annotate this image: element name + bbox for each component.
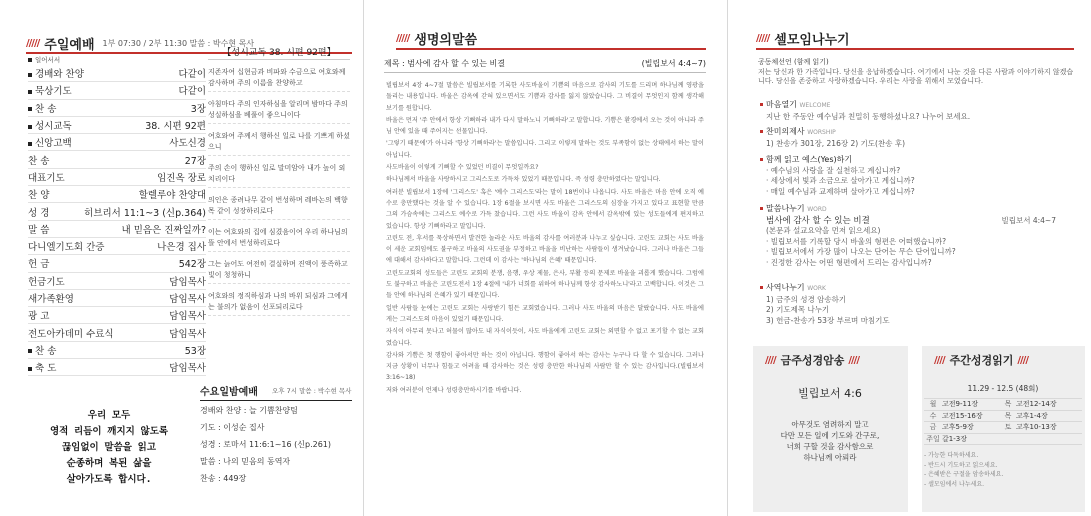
order-label: [28, 101, 56, 115]
order-value: 담임목사: [169, 294, 206, 305]
motto-line: 순종하며 복된 삶을: [66, 458, 152, 469]
cell-step-line: 3) 헌금-찬송가 53장 부르며 마침기도: [766, 315, 890, 325]
order-label: [28, 256, 49, 270]
order-row: [28, 221, 206, 238]
cell-step-line: · 진정한 감사는 어떤 형편에서 드리는 감사입니까?: [766, 257, 932, 267]
sermon-paragraph: 바울은 먼저 '주 안에서 항상 기뻐하라 내가 다시 말하노니 기뻐하라'고 말합니다. 기쁨은 환경에서 오는 것이 아니라 주님 안에 있을 때 주어지는 선물입니다.: [386, 116, 704, 136]
cell-step-line: 2) 기도제목 나누기: [766, 305, 830, 314]
sermon-paragraph: '그렇기 때문에'가 아니라 '항상 기뻐하라'는 말씀입니다. 그리고 이렇게 말하는 것도 부족함이 없는 상태에서 하는 말이 아닙니다.: [386, 140, 704, 159]
memory-title: 금주성경암송: [780, 354, 845, 367]
order-row: [28, 359, 206, 376]
order-label-text: 찬 양: [28, 190, 50, 202]
verse-line: 그는 늙어도 여전히 결실하며 진액이 풍족하고 빛이 청청하니: [208, 256, 350, 284]
bible-reading-table: [924, 383, 1082, 489]
order-value: 다같이: [178, 69, 206, 81]
order-label-text: 다니엘기도회 간증: [28, 242, 105, 254]
order-row: [28, 290, 206, 307]
memory-verse: [755, 385, 905, 463]
order-row: [28, 238, 206, 255]
responsive-reading: [208, 46, 350, 320]
wed-item: 기도 : 이성순 집사: [200, 423, 265, 432]
cell-step-line: · 빌립보서에서 가장 많이 나오는 단어는 무슨 단어입니까?: [766, 247, 956, 256]
order-value: 담임목사: [169, 328, 206, 340]
cell-step-line: [760, 216, 1076, 227]
motto-line: 끊임없이 말씀을 읽고: [61, 442, 157, 453]
memory-verse-header: [765, 352, 864, 368]
wed-item: 찬송 : 449장: [200, 474, 247, 483]
order-value: 38. 시편 92편: [145, 121, 206, 133]
order-label-text: 대표기도: [28, 172, 65, 184]
order-row: [28, 255, 206, 272]
scripture-ref: 빌립보서 4:4~7: [1001, 215, 1056, 225]
order-row: [28, 169, 206, 186]
slash-decoration: /////: [756, 32, 770, 44]
reading-day: 월: [929, 400, 937, 408]
wed-rule: [200, 400, 352, 401]
order-row: [28, 151, 206, 168]
order-value: 다같이: [178, 86, 206, 98]
reading-note: - 반드시 기도하고 읽으세요.: [924, 461, 998, 469]
order-row: [28, 324, 206, 341]
order-label-text: 새가족환영: [28, 294, 74, 305]
order-label-text: 전도아카데미 수료식: [28, 328, 114, 340]
wed-header: [200, 380, 351, 400]
bullet-icon: [760, 103, 763, 106]
verse-line: 이는 여호와의 집에 심겼음이여 우리 하나님의 뜰 안에서 번성하리로다: [208, 224, 350, 252]
order-value: 내 믿음은 진짜일까?: [121, 224, 206, 236]
order-label-text: 찬 송: [35, 345, 57, 357]
order-value: 27장: [184, 155, 206, 167]
slash-decoration: ////: [765, 354, 776, 366]
cell-step-line: · 빌립보서를 기록할 당시 바울의 형편은 어떠했습니까?: [766, 236, 947, 246]
bullet-icon: [28, 90, 32, 94]
bullet-icon: [28, 349, 32, 353]
cell-step-title: [760, 283, 1076, 295]
order-value: 담임목사: [169, 311, 206, 323]
church-motto: [28, 408, 190, 488]
reading-note: - 셀모임에서 나누세요.: [924, 480, 985, 488]
cell-step: [760, 100, 1076, 122]
cell-step: [760, 127, 1076, 149]
verse-line: 지존자여 십현금과 비파와 수금으로 여호와께 감사하며 주의 이름을 찬양하고: [208, 64, 350, 92]
order-label: [28, 83, 72, 97]
slash-decoration: ////: [934, 354, 945, 366]
order-label-text: 경배와 찬양: [35, 69, 84, 81]
cell-step-line: · 세상에서 빛과 소금으로 살아가고 계십니까?: [766, 176, 915, 185]
sermon-paragraph: 고린도교회의 성도들은 고린도 교회의 분쟁, 음행, 우상 제물, 은사, 부활 등의 문제로 바울을 괴롭게 했습니다. 그럼에도 불구하고 바울은 고린도전서 1장 4절에 '내가 너희를 위하여 하나님께 항상 감사하노니'라고 고백합니다. 이것은 그들 안에 하나님의 은혜가 있기 때문입니다.: [386, 269, 704, 300]
reading-chapters: 고후10-13장: [1016, 423, 1057, 432]
order-row: [28, 307, 206, 324]
sermon-title-line: [384, 58, 706, 69]
page-sunday-worship: [0, 0, 362, 516]
cell-step-line: · 매일 예수님과 교제하며 살아가고 계십니까?: [766, 186, 915, 196]
verse-line: 아침마다 주의 인자하심을 알리며 밤마다 주의 성실하심을 베풀이 좋으니이다: [208, 96, 350, 124]
order-value: 3장: [190, 103, 206, 115]
cell-step-en: WORD: [807, 206, 827, 213]
page-divider: [363, 0, 364, 516]
sermon-paragraph: 자식이 아무리 못나고 허물이 많아도 내 자식이듯이, 사도 바울에게 고린도 교회는 외면할 수 없고 포기할 수 없는 교회였습니다.: [386, 328, 704, 347]
sermon-title: 제목 : 범사에 감사 할 수 있는 비결: [384, 59, 505, 68]
community-declaration: [758, 58, 1074, 87]
bullet-icon: [760, 158, 763, 161]
cell-step-en: WELCOME: [799, 102, 831, 109]
slash-decoration: ////: [848, 354, 859, 366]
service-schedule: 1부 07:30 / 2부 11:30 말씀 : 박수현 목사: [102, 38, 255, 48]
reading-title: 주간성경읽기: [949, 354, 1014, 367]
order-row: [28, 342, 206, 359]
sermon-paragraph: 빌립보서 4장 4~7절 말씀은 빌립보서를 기록한 사도바울이 기쁨의 마음으로 감사의 기도를 드리며 하나님께 영광을 돌리는 내용입니다. 바울은 감옥에 갇혀 있으면서도 기쁨과 감사를 잃지 않았습니다. 그 비결이 무엇인지 함께 생각해 보기를 원합니다.: [386, 82, 704, 112]
cell-step-line: 1) 금주의 성경 암송하기: [766, 294, 847, 304]
order-label: [28, 135, 72, 149]
order-label-text: 축 도: [35, 363, 57, 375]
sermon-reference: (빌립보서 4:4~7): [641, 59, 706, 68]
reading-day: 목: [1004, 411, 1012, 420]
order-label: [28, 326, 114, 340]
memory-verse-line: 아무것도 염려하지 말고: [791, 420, 869, 429]
cell-header: [756, 28, 850, 48]
order-label-text: 신앙고백: [35, 138, 72, 150]
bullet-icon: [28, 125, 32, 129]
order-label: [28, 118, 72, 132]
cell-step-label: 말씀나누기: [766, 204, 808, 213]
order-label-text: 성시교독: [35, 121, 72, 133]
order-value: 사도신경: [169, 138, 206, 150]
wed-order: [200, 402, 352, 487]
memory-verse-line: 하나님께 아뢰라: [803, 453, 857, 462]
cell-step-line: 1) 찬송가 301장, 216장 2) 기도(찬송 후): [766, 138, 906, 148]
order-row: [28, 203, 206, 220]
order-row: [28, 65, 206, 82]
cell-step-en: WORK: [807, 285, 826, 292]
reading-note: - 가능한 다독하세요.: [924, 452, 979, 460]
motto-line: 영적 리듬이 깨지지 않도록: [49, 426, 169, 437]
sermon-paragraph: 사도바울이 이렇게 기뻐할 수 있었던 비결이 무엇일까요?: [386, 164, 539, 172]
worship-order: [28, 54, 206, 376]
sermon-paragraph: 일반 사람들 눈에는 고린도 교회는 사랑받기 힘든 교회였습니다. 그러나 사도 바울의 마음은 달랐습니다. 사도 바울에게는 그리스도의 마음이 있었기 때문입니다.: [386, 304, 704, 323]
reading-chapters: 갈1-3장: [942, 434, 967, 443]
order-label: [28, 222, 49, 236]
reading-chapters: 고후5-9장: [942, 423, 974, 432]
cell-step-en: WORSHIP: [807, 129, 836, 136]
order-label-text: 묵상기도: [35, 86, 72, 98]
bullet-icon: [28, 73, 32, 77]
cell-step-title: [760, 204, 1076, 216]
verse-line: 의인은 종려나무 같이 번성하며 레바논의 백향목 같이 성장하리로다: [208, 192, 350, 220]
order-label: [28, 360, 56, 374]
reading-row: [924, 422, 1082, 434]
memory-verse-text: [755, 419, 905, 463]
memory-verse-line: 다만 모든 일에 기도와 간구로,: [780, 431, 880, 440]
header-rule: [756, 48, 1074, 50]
declaration-text: 저는 당신과 한 가족입니다. 당신을 응납하겠습니다. 여기에서 나눈 것을 다른 사람과 이야기하지 않겠습니다. 당신을 존중하고 사랑하겠습니다. 우리는 사랑을 위해서 모였습니다.: [758, 67, 1074, 85]
reading-notes: [924, 451, 1082, 489]
slash-decoration: /////: [26, 37, 40, 49]
order-row: [28, 273, 206, 290]
order-value: 담임목사: [169, 276, 206, 288]
bullet-icon: [28, 142, 32, 146]
reading-date: 11.29 - 12.5 (48회): [967, 384, 1039, 393]
verse-line: 여호와의 정직하심과 나의 바위 되심과 그에게는 불의가 없음이 선포되리로다: [208, 288, 350, 316]
reading-chapters: 고전9-11장: [942, 400, 979, 408]
reading-row: [924, 411, 1082, 423]
reading-day: [1000, 434, 1016, 445]
cell-step: [760, 204, 1076, 268]
slash-decoration: ////: [1017, 354, 1028, 366]
order-row: [28, 117, 206, 134]
order-value: 담임목사: [169, 363, 206, 375]
page-sermon: [366, 0, 726, 516]
reading-day: 목: [1004, 400, 1012, 408]
memory-verse-line: 너희 구할 것을 감사함으로: [786, 442, 874, 451]
cell-step-line: 지난 한 주동안 예수님과 친밀히 동행하셨나요? 나누어 보세요.: [766, 111, 971, 121]
reading-title: 【성시교독 38. 시편 92편】: [208, 46, 350, 60]
bullet-icon: [760, 286, 763, 289]
order-label: [28, 205, 49, 219]
order-label-text: 찬 송: [35, 103, 57, 115]
page-divider: [727, 0, 728, 516]
order-value: 53장: [184, 345, 206, 357]
order-label-text: 성 경: [28, 207, 50, 219]
reading-day: 토: [1004, 423, 1012, 432]
cell-step-label: 마음열기: [766, 100, 800, 109]
order-label-text: 광 고: [28, 311, 50, 323]
wed-title: 수요일밤예배: [200, 386, 258, 398]
bible-reading-header: [934, 352, 1033, 368]
sermon-header: [396, 28, 477, 48]
verse-line: 주의 손이 행하신 일로 말미암아 내가 높이 외치리이다: [208, 160, 350, 188]
memory-verse-ref: 빌립보서 4:6: [798, 387, 862, 400]
order-label-text: 찬 송: [28, 155, 50, 167]
wed-info: 오후 7시 말씀 : 박수현 목사: [271, 386, 352, 395]
sermon-paragraph: 여러분 빌립보서 1장에 '그리스도' 혹은 '예수 그리스도'라는 말이 18번이나 나옵니다. 사도 바울은 마음 안에 오직 예수로 충만했다는 것을 알 수 있습니다. 1장 6절을 보시면 사도 바울은 그리스도의 심장을 가지고 있다고 표현할 만큼 그의 가슴속에는 그리스도 예수로 가득 찼습니다. 그런 사도 바울이 감옥 안에서 감옥밖에 있는 성도들에게 편지하고 있습니다. 항상 기뻐하라고 말입니다.: [386, 188, 704, 230]
reading-day: 수: [929, 411, 937, 420]
reading-chapters: [1016, 434, 1082, 445]
order-label-text: 말 씀: [28, 224, 50, 236]
bullet-icon: [28, 107, 32, 111]
bullet-icon: [28, 58, 32, 62]
bullet-icon: [760, 207, 763, 210]
order-label: [28, 239, 104, 253]
sermon-paragraph: 저와 여러분이 언제나 성령충만하시기를 바랍니다.: [386, 386, 522, 394]
order-label: [28, 274, 65, 288]
order-value: 임진옥 장로: [157, 172, 206, 184]
order-label: [28, 170, 65, 184]
section-title: 생명의말씀: [414, 32, 478, 48]
order-value: 할렐루야 찬양대: [138, 190, 206, 202]
reading-note: - 은혜받은 구절을 암송하세요.: [924, 471, 1004, 479]
order-value: 나은경 집사: [157, 242, 206, 254]
wed-item: 경배와 찬양 : 늘 기쁨찬양팀: [200, 406, 298, 415]
order-label: [28, 187, 49, 201]
order-label-text: 헌 금: [28, 259, 50, 271]
reading-day: 주일: [926, 434, 940, 443]
declaration-title: 공동체선언 (함께 읽기): [758, 58, 829, 66]
reading-day: 금: [929, 423, 937, 432]
bullet-icon: [760, 130, 763, 133]
cell-step: [760, 155, 1076, 197]
order-label-text: 헌금기도: [28, 276, 65, 288]
sermon-paragraph: 하나님께서 바울을 사랑하시고 그리스도로 가득차 있었기 때문입니다. 즉 성령 충만하였다는 말입니다.: [386, 176, 661, 184]
order-label: [28, 153, 49, 167]
reading-row: [924, 399, 1082, 411]
order-label: [28, 343, 56, 357]
order-label: [28, 66, 84, 80]
wed-item: 말씀 : 나의 믿음의 동역자: [200, 457, 291, 466]
reading-chapters: 고전15-16장: [942, 411, 983, 420]
cell-step: [760, 283, 1076, 326]
section-title: 주일예배: [44, 37, 95, 53]
reading-row: [924, 434, 1082, 446]
sermon-title-ref: 범사에 감사 할 수 있는 비결: [766, 215, 870, 226]
order-row: [28, 186, 206, 203]
header-rule: [396, 48, 706, 50]
cell-step-label: 찬미의제사: [766, 127, 808, 136]
order-row: [28, 134, 206, 151]
cell-step-label: 사역나누기: [766, 283, 808, 292]
section-title: 셀모임나누기: [774, 32, 850, 48]
cell-step-label: 함께 읽고 예스(Yes)하기: [766, 155, 853, 164]
order-head: 일어서서: [28, 54, 206, 65]
cell-step-title: [760, 155, 1076, 166]
cell-step-title: [760, 127, 1076, 139]
bullet-icon: [28, 367, 32, 371]
order-value: 히브리서 11:1~3 (신p.364): [84, 207, 206, 219]
wed-item: 성경 : 로마서 11:6:1~16 (신p.261): [200, 440, 332, 449]
order-label: [28, 291, 74, 305]
order-row: [28, 82, 206, 99]
cell-step-line: · 예수님의 사랑을 잘 실천하고 계십니까?: [766, 165, 901, 175]
motto-line: 살아가도록 합시다.: [66, 474, 152, 485]
title-rule: [384, 72, 706, 73]
order-row: [28, 100, 206, 117]
reading-chapters: 고후1-4장: [1016, 411, 1048, 420]
sermon-body: [386, 80, 704, 397]
sermon-paragraph: 감사와 기쁨은 첫 행함이 좋아서만 하는 것이 아닙니다. 행함이 좋아서 하는 감사는 누구나 다 할 수 있습니다. 그러나 지금 상황이 너무나 힘들고 어려울 때 감사하는 것은 성령 충만한 하나님의 사람만 할 수 있는 감사입니다.(빌립보서 3:16~18): [386, 351, 704, 382]
motto-line: 우리 모두: [87, 410, 131, 421]
cell-step-title: [760, 100, 1076, 112]
reading-chapters: 고전12-14장: [1016, 400, 1057, 408]
sermon-paragraph: 고린도 전, 후서를 묵상하면서 발견한 놀라운 사도 바울의 감사를 여러분과 나누고 싶습니다. 고린도 교회는 사도 바울이 세운 교회임에도 불구하고 바울의 사도권을 부정하고 바울을 비난하는 사람들이 생겨났습니다. 그러나 바울은 그들에 대해서 감사하다고 말합니다. 그런데 이 감사는 '하나님의 은혜' 때문입니다.: [386, 234, 704, 265]
verse-line: 여호와여 주께서 행하신 일로 나를 기쁘게 하셨으니: [208, 128, 350, 156]
cell-step-line: (본문과 설교요약을 먼저 읽으세요): [766, 226, 881, 235]
order-value: 542장: [178, 259, 206, 271]
slash-decoration: /////: [396, 32, 410, 44]
order-label: [28, 308, 49, 322]
